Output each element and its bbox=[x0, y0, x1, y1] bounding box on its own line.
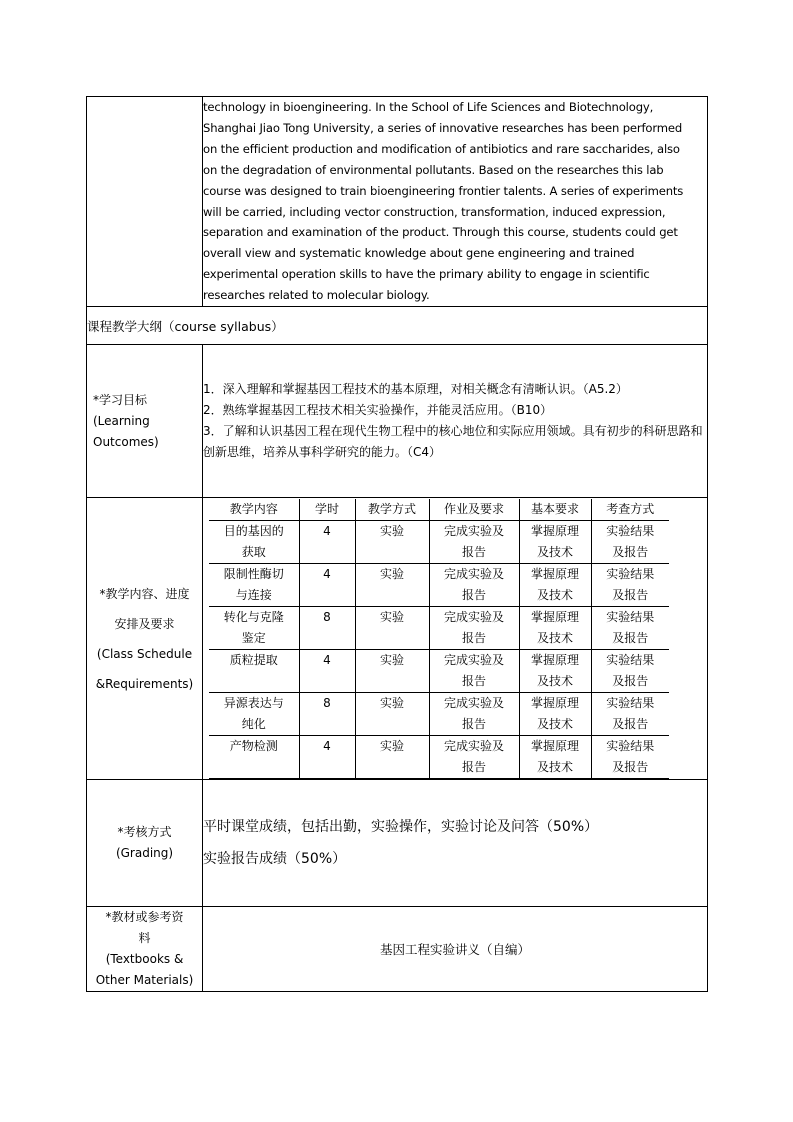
schedule-row-item bbox=[209, 607, 669, 650]
learning-outcome-item: 1．深入理解和掌握基因工程技术的基本原理，对相关概念有清晰认识。（A5.2） bbox=[203, 382, 628, 397]
row-hours: 4 bbox=[299, 564, 355, 607]
row-basic: 掌握原理 及技术 bbox=[519, 693, 591, 736]
row-method: 实验 bbox=[355, 736, 429, 779]
header-basic: 基本要求 bbox=[519, 499, 591, 521]
description-line: course was designed to train bioengineering frontier talents. A series of experiments bbox=[203, 183, 684, 198]
grading-list bbox=[203, 780, 708, 907]
grading-item: 平时课堂成绩，包括出勤，实验操作，实验讨论及问答（50%） bbox=[203, 819, 599, 836]
textbooks-label: *教材或参考资 料 (Textbooks & Other Materials) bbox=[87, 907, 203, 992]
row-method: 实验 bbox=[355, 650, 429, 693]
row-hours: 4 bbox=[299, 650, 355, 693]
learning-outcomes-list bbox=[203, 345, 708, 498]
row-content: 转化与克隆 鉴定 bbox=[209, 607, 299, 650]
description-line: separation and examination of the product. Through this course, students could get bbox=[203, 225, 678, 240]
textbooks-row bbox=[87, 907, 708, 992]
row-homework: 完成实验及 报告 bbox=[429, 693, 519, 736]
row-hours: 8 bbox=[299, 607, 355, 650]
row-method: 实验 bbox=[355, 564, 429, 607]
learning-outcome-item: 3．了解和认识基因工程在现代生物工程中的核心地位和实际应用领域。具有初步的科研思路和创新思维，培养从事科学研究的能力。（C4） bbox=[203, 424, 703, 460]
header-homework: 作业及要求 bbox=[429, 499, 519, 521]
description-row bbox=[87, 97, 708, 307]
row-homework: 完成实验及 报告 bbox=[429, 521, 519, 564]
schedule-row-item bbox=[209, 564, 669, 607]
schedule-row-item bbox=[209, 693, 669, 736]
row-basic: 掌握原理 及技术 bbox=[519, 736, 591, 779]
description-line: on the efficient production and modification of antibiotics and rare saccharides, also bbox=[203, 141, 680, 156]
description-line: experimental operation skills to have the primary ability to engage in scientific bbox=[203, 267, 650, 282]
learning-outcome-item: 2．熟练掌握基因工程技术相关实验操作，并能灵活应用。（B10） bbox=[203, 403, 553, 418]
schedule-label: *教学内容、进度 安排及要求 (Class Schedule &Requirements) bbox=[87, 498, 203, 780]
row-exam: 实验结果 及报告 bbox=[591, 693, 669, 736]
description-line: overall view and systematic knowledge about gene engineering and trained bbox=[203, 246, 635, 261]
row-method: 实验 bbox=[355, 693, 429, 736]
course-description bbox=[203, 97, 708, 307]
header-content: 教学内容 bbox=[209, 499, 299, 521]
row-content: 质粒提取 bbox=[209, 650, 299, 693]
schedule-header-row bbox=[209, 499, 669, 521]
row-method: 实验 bbox=[355, 607, 429, 650]
course-info-table bbox=[86, 96, 708, 992]
header-hours: 学时 bbox=[299, 499, 355, 521]
row-exam: 实验结果 及报告 bbox=[591, 650, 669, 693]
row-homework: 完成实验及 报告 bbox=[429, 607, 519, 650]
description-line: will be carried, including vector construction, transformation, induced expression, bbox=[203, 204, 666, 219]
row-basic: 掌握原理 及技术 bbox=[519, 607, 591, 650]
row-hours: 4 bbox=[299, 736, 355, 779]
grading-row bbox=[87, 780, 708, 907]
schedule-cell bbox=[203, 498, 708, 780]
description-line: Shanghai Jiao Tong University, a series of innovative researches has been performed bbox=[203, 120, 683, 135]
row-content: 限制性酶切 与连接 bbox=[209, 564, 299, 607]
learning-outcomes-label: *学习目标 (Learning Outcomes) bbox=[87, 345, 203, 498]
row-exam: 实验结果 及报告 bbox=[591, 564, 669, 607]
syllabus-header: 课程教学大纲（course syllabus） bbox=[87, 307, 708, 345]
schedule-row-item bbox=[209, 521, 669, 564]
syllabus-header-row bbox=[87, 307, 708, 345]
schedule-table bbox=[209, 499, 669, 779]
schedule-row-item bbox=[209, 736, 669, 779]
header-method: 教学方式 bbox=[355, 499, 429, 521]
row-method: 实验 bbox=[355, 521, 429, 564]
learning-outcomes-row bbox=[87, 345, 708, 498]
textbooks-value: 基因工程实验讲义（自编） bbox=[203, 907, 708, 992]
description-line: researches related to molecular biology. bbox=[203, 288, 430, 303]
row-hours: 4 bbox=[299, 521, 355, 564]
row-exam: 实验结果 及报告 bbox=[591, 736, 669, 779]
description-label-cell bbox=[87, 97, 203, 307]
grading-label: *考核方式 (Grading) bbox=[87, 780, 203, 907]
header-exam: 考查方式 bbox=[591, 499, 669, 521]
row-homework: 完成实验及 报告 bbox=[429, 650, 519, 693]
description-line: technology in bioengineering. In the School of Life Sciences and Biotechnology, bbox=[203, 100, 654, 114]
row-homework: 完成实验及 报告 bbox=[429, 564, 519, 607]
row-basic: 掌握原理 及技术 bbox=[519, 564, 591, 607]
grading-item: 实验报告成绩（50%） bbox=[203, 851, 347, 868]
description-line: on the degradation of environmental pollutants. Based on the researches this lab bbox=[203, 162, 664, 177]
row-basic: 掌握原理 及技术 bbox=[519, 521, 591, 564]
row-content: 产物检测 bbox=[209, 736, 299, 779]
row-exam: 实验结果 及报告 bbox=[591, 607, 669, 650]
schedule-row-item bbox=[209, 650, 669, 693]
row-basic: 掌握原理 及技术 bbox=[519, 650, 591, 693]
row-content: 目的基因的 获取 bbox=[209, 521, 299, 564]
row-homework: 完成实验及 报告 bbox=[429, 736, 519, 779]
row-exam: 实验结果 及报告 bbox=[591, 521, 669, 564]
row-content: 异源表达与 纯化 bbox=[209, 693, 299, 736]
schedule-row bbox=[87, 498, 708, 780]
row-hours: 8 bbox=[299, 693, 355, 736]
